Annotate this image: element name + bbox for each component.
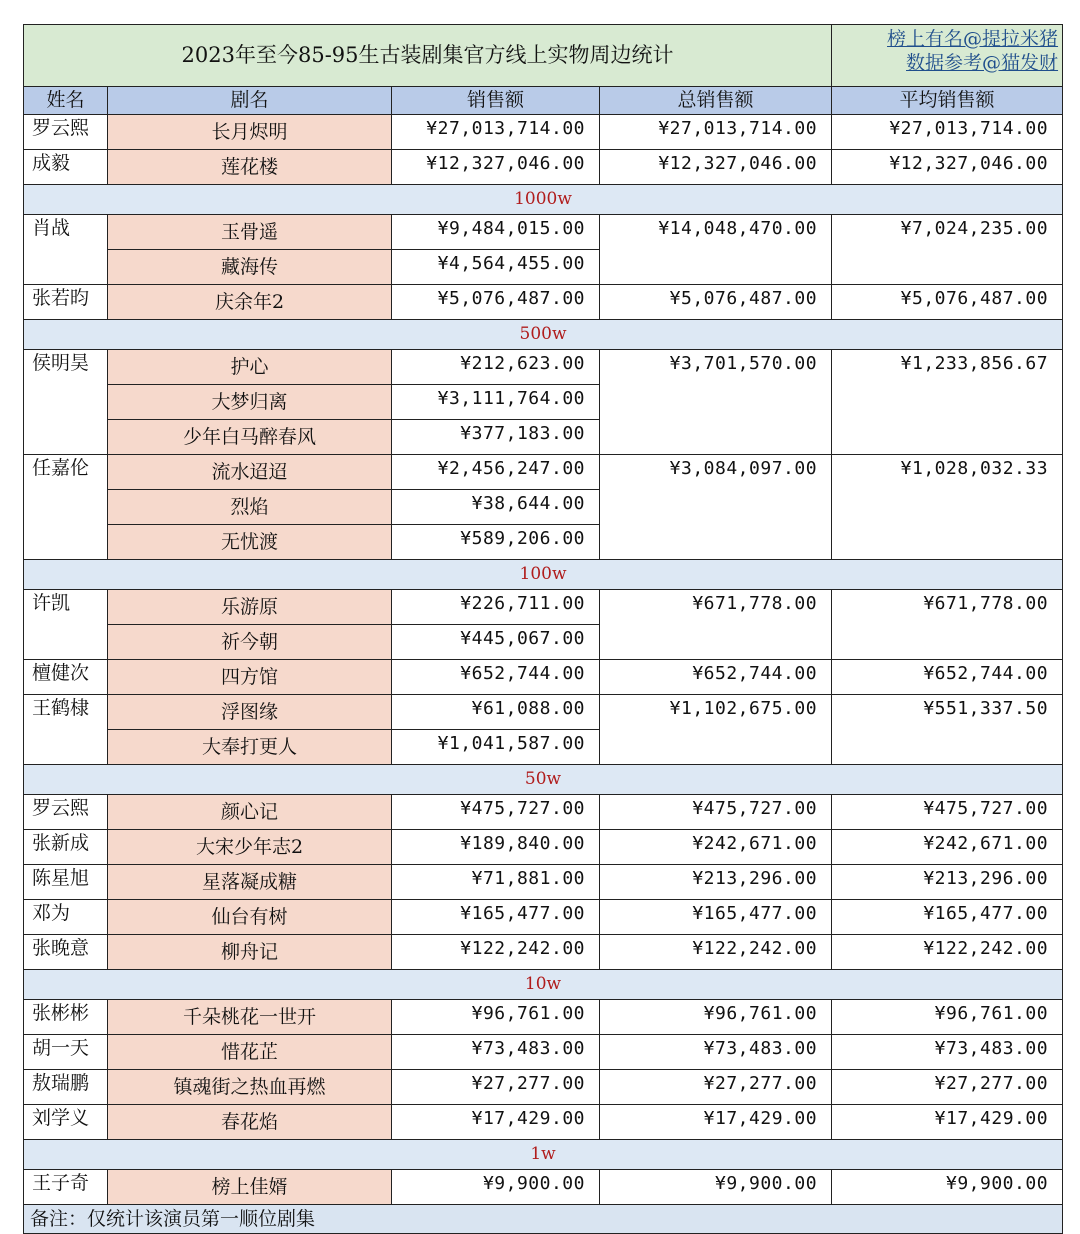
table-row — [24, 455, 1063, 490]
table-row — [24, 695, 1063, 730]
drama-title: 玉骨遥 — [108, 215, 392, 250]
actor-name: 侯明昊 — [24, 350, 108, 455]
total-sales: ¥9,900.00 — [600, 1170, 832, 1205]
drama-title: 颜心记 — [108, 795, 392, 830]
drama-sales: ¥71,881.00 — [392, 865, 600, 900]
drama-sales: ¥96,761.00 — [392, 1000, 600, 1035]
drama-sales: ¥17,429.00 — [392, 1105, 600, 1140]
total-sales: ¥96,761.00 — [600, 1000, 832, 1035]
drama-sales: ¥226,711.00 — [392, 590, 600, 625]
actor-name: 檀健次 — [24, 660, 108, 695]
footer-row — [24, 1205, 1063, 1234]
sales-table-sheet — [23, 24, 1062, 1234]
total-sales: ¥27,013,714.00 — [600, 115, 832, 150]
drama-title: 镇魂街之热血再燃 — [108, 1070, 392, 1105]
actor-name: 王鹤棣 — [24, 695, 108, 765]
average-sales: ¥1,028,032.33 — [832, 455, 1063, 560]
average-sales: ¥9,900.00 — [832, 1170, 1063, 1205]
sales-table — [23, 24, 1063, 1234]
actor-name: 肖战 — [24, 215, 108, 285]
average-sales: ¥73,483.00 — [832, 1035, 1063, 1070]
drama-sales: ¥27,277.00 — [392, 1070, 600, 1105]
drama-title: 星落凝成糖 — [108, 865, 392, 900]
average-sales: ¥652,744.00 — [832, 660, 1063, 695]
total-sales: ¥17,429.00 — [600, 1105, 832, 1140]
total-sales: ¥165,477.00 — [600, 900, 832, 935]
actor-name: 邓为 — [24, 900, 108, 935]
drama-sales: ¥27,013,714.00 — [392, 115, 600, 150]
tier-label: 100w — [24, 560, 1063, 590]
total-sales: ¥671,778.00 — [600, 590, 832, 660]
table-row — [24, 865, 1063, 900]
table-row — [24, 660, 1063, 695]
drama-sales: ¥189,840.00 — [392, 830, 600, 865]
tier-label: 50w — [24, 765, 1063, 795]
average-sales: ¥1,233,856.67 — [832, 350, 1063, 455]
drama-sales: ¥589,206.00 — [392, 525, 600, 560]
actor-name: 王子奇 — [24, 1170, 108, 1205]
drama-title: 大宋少年志2 — [108, 830, 392, 865]
table-row — [24, 795, 1063, 830]
total-sales: ¥475,727.00 — [600, 795, 832, 830]
drama-title: 流水迢迢 — [108, 455, 392, 490]
drama-sales: ¥73,483.00 — [392, 1035, 600, 1070]
total-sales: ¥1,102,675.00 — [600, 695, 832, 765]
drama-sales: ¥5,076,487.00 — [392, 285, 600, 320]
table-title: 2023年至今85-95生古装剧集官方线上实物周边统计 — [24, 25, 832, 87]
tier-separator-row — [24, 320, 1063, 350]
average-sales: ¥242,671.00 — [832, 830, 1063, 865]
total-sales: ¥27,277.00 — [600, 1070, 832, 1105]
credit-ranking-link[interactable]: 榜上有名@提拉米猪 — [887, 28, 1059, 50]
credit-data-source-link[interactable]: 数据参考@猫发财 — [906, 51, 1059, 74]
tier-label: 1000w — [24, 185, 1063, 215]
drama-title: 大奉打更人 — [108, 730, 392, 765]
drama-title: 庆余年2 — [108, 285, 392, 320]
drama-sales: ¥475,727.00 — [392, 795, 600, 830]
drama-sales: ¥4,564,455.00 — [392, 250, 600, 285]
drama-title: 仙台有树 — [108, 900, 392, 935]
drama-sales: ¥1,041,587.00 — [392, 730, 600, 765]
average-sales: ¥475,727.00 — [832, 795, 1063, 830]
tier-separator-row — [24, 970, 1063, 1000]
drama-title: 四方馆 — [108, 660, 392, 695]
table-row — [24, 1105, 1063, 1140]
average-sales: ¥671,778.00 — [832, 590, 1063, 660]
table-row — [24, 150, 1063, 185]
table-body — [24, 25, 1063, 1234]
drama-title: 千朵桃花一世开 — [108, 1000, 392, 1035]
total-sales: ¥3,701,570.00 — [600, 350, 832, 455]
total-sales: ¥122,242.00 — [600, 935, 832, 970]
drama-sales: ¥652,744.00 — [392, 660, 600, 695]
drama-title: 少年白马醉春风 — [108, 420, 392, 455]
drama-title: 榜上佳婿 — [108, 1170, 392, 1205]
credits — [832, 25, 1063, 87]
table-row — [24, 830, 1063, 865]
table-row — [24, 1000, 1063, 1035]
actor-name: 成毅 — [24, 150, 108, 185]
average-sales: ¥27,277.00 — [832, 1070, 1063, 1105]
tier-separator-row — [24, 185, 1063, 215]
actor-name: 胡一天 — [24, 1035, 108, 1070]
tier-label: 500w — [24, 320, 1063, 350]
total-sales: ¥14,048,470.00 — [600, 215, 832, 285]
drama-title: 浮图缘 — [108, 695, 392, 730]
drama-sales: ¥9,484,015.00 — [392, 215, 600, 250]
table-row — [24, 115, 1063, 150]
total-sales: ¥242,671.00 — [600, 830, 832, 865]
drama-sales: ¥61,088.00 — [392, 695, 600, 730]
table-row — [24, 1070, 1063, 1105]
actor-name: 张晚意 — [24, 935, 108, 970]
drama-title: 祈今朝 — [108, 625, 392, 660]
drama-title: 惜花芷 — [108, 1035, 392, 1070]
table-row — [24, 1035, 1063, 1070]
tier-label: 10w — [24, 970, 1063, 1000]
drama-title: 大梦归离 — [108, 385, 392, 420]
average-sales: ¥27,013,714.00 — [832, 115, 1063, 150]
header-sales: 销售额 — [392, 87, 600, 115]
actor-name: 张若昀 — [24, 285, 108, 320]
total-sales: ¥73,483.00 — [600, 1035, 832, 1070]
table-row — [24, 215, 1063, 250]
drama-title: 烈焰 — [108, 490, 392, 525]
average-sales: ¥12,327,046.00 — [832, 150, 1063, 185]
title-row — [24, 25, 1063, 87]
average-sales: ¥5,076,487.00 — [832, 285, 1063, 320]
actor-name: 陈星旭 — [24, 865, 108, 900]
drama-sales: ¥2,456,247.00 — [392, 455, 600, 490]
actor-name: 罗云熙 — [24, 115, 108, 150]
tier-separator-row — [24, 1140, 1063, 1170]
drama-title: 藏海传 — [108, 250, 392, 285]
header-average-sales: 平均销售额 — [832, 87, 1063, 115]
header-drama: 剧名 — [108, 87, 392, 115]
header-name: 姓名 — [24, 87, 108, 115]
drama-sales: ¥212,623.00 — [392, 350, 600, 385]
drama-sales: ¥12,327,046.00 — [392, 150, 600, 185]
actor-name: 罗云熙 — [24, 795, 108, 830]
drama-sales: ¥165,477.00 — [392, 900, 600, 935]
total-sales: ¥213,296.00 — [600, 865, 832, 900]
table-row — [24, 350, 1063, 385]
average-sales: ¥551,337.50 — [832, 695, 1063, 765]
drama-title: 无忧渡 — [108, 525, 392, 560]
total-sales: ¥5,076,487.00 — [600, 285, 832, 320]
total-sales: ¥3,084,097.00 — [600, 455, 832, 560]
drama-sales: ¥3,111,764.00 — [392, 385, 600, 420]
drama-title: 春花焰 — [108, 1105, 392, 1140]
footer-note: 备注：仅统计该演员第一顺位剧集 — [24, 1205, 1063, 1234]
average-sales: ¥17,429.00 — [832, 1105, 1063, 1140]
actor-name: 张彬彬 — [24, 1000, 108, 1035]
actor-name: 刘学义 — [24, 1105, 108, 1140]
drama-title: 长月烬明 — [108, 115, 392, 150]
average-sales: ¥122,242.00 — [832, 935, 1063, 970]
drama-sales: ¥122,242.00 — [392, 935, 600, 970]
table-row — [24, 285, 1063, 320]
actor-name: 张新成 — [24, 830, 108, 865]
average-sales: ¥96,761.00 — [832, 1000, 1063, 1035]
table-row — [24, 900, 1063, 935]
drama-sales: ¥445,067.00 — [392, 625, 600, 660]
average-sales: ¥165,477.00 — [832, 900, 1063, 935]
drama-title: 柳舟记 — [108, 935, 392, 970]
average-sales: ¥7,024,235.00 — [832, 215, 1063, 285]
total-sales: ¥652,744.00 — [600, 660, 832, 695]
table-row — [24, 590, 1063, 625]
header-total-sales: 总销售额 — [600, 87, 832, 115]
drama-sales: ¥38,644.00 — [392, 490, 600, 525]
drama-sales: ¥9,900.00 — [392, 1170, 600, 1205]
actor-name: 任嘉伦 — [24, 455, 108, 560]
drama-sales: ¥377,183.00 — [392, 420, 600, 455]
header-row — [24, 87, 1063, 115]
drama-title: 护心 — [108, 350, 392, 385]
actor-name: 敖瑞鹏 — [24, 1070, 108, 1105]
average-sales: ¥213,296.00 — [832, 865, 1063, 900]
total-sales: ¥12,327,046.00 — [600, 150, 832, 185]
drama-title: 乐游原 — [108, 590, 392, 625]
table-row — [24, 935, 1063, 970]
tier-label: 1w — [24, 1140, 1063, 1170]
tier-separator-row — [24, 560, 1063, 590]
actor-name: 许凯 — [24, 590, 108, 660]
table-row — [24, 1170, 1063, 1205]
drama-title: 莲花楼 — [108, 150, 392, 185]
tier-separator-row — [24, 765, 1063, 795]
